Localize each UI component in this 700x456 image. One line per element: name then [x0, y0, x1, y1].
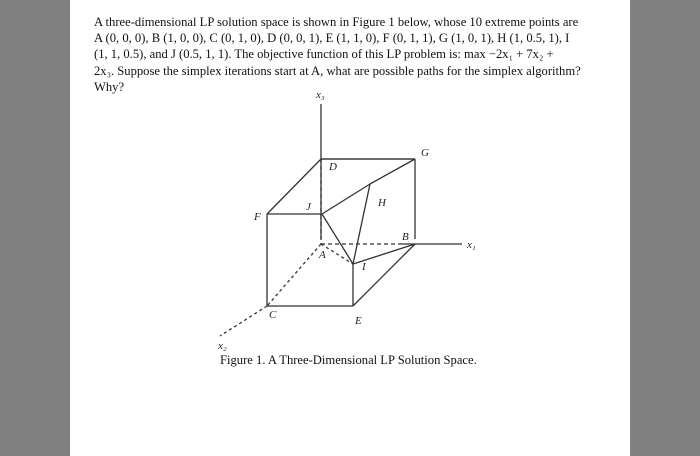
- question-line-5: Why?: [94, 79, 125, 94]
- lp-solution-space-figure: [70, 84, 630, 354]
- label-x2: x₂: [218, 340, 227, 352]
- edge-J-I: [322, 214, 353, 264]
- label-C: C: [269, 309, 277, 321]
- question-text: [94, 14, 614, 95]
- figure-caption: Figure 1. A Three-Dimensional LP Solution Space.: [220, 353, 477, 367]
- label-F: F: [254, 211, 261, 223]
- label-x1: x₁: [467, 239, 476, 251]
- question-line-4: 2x₃. Suppose the simplex iterations start at A, what are possible paths for the simplex algorithm?: [94, 63, 581, 78]
- question-line-1: A three-dimensional LP solution space is shown in Figure 1 below, whose 10 extreme points are: [94, 15, 579, 29]
- label-I: I: [362, 261, 366, 273]
- hidden-edge-A-C: [267, 244, 321, 306]
- label-J: J: [306, 201, 311, 213]
- label-A: A: [319, 249, 326, 261]
- edge-E-B: [353, 244, 415, 306]
- x2-axis: [220, 306, 267, 336]
- label-D: D: [329, 161, 337, 173]
- edge-F-top: [267, 159, 321, 214]
- edge-J-H: [322, 184, 370, 214]
- question-line-3: (1, 1, 0.5), and J (0.5, 1, 1). The objective function of this LP problem is: max −2x₁ + 7x₂ +: [94, 47, 554, 62]
- edge-H-I: [353, 184, 370, 264]
- question-line-2: A (0, 0, 0), B (1, 0, 0), C (0, 1, 0), D (0, 0, 1), E (1, 1, 0), F (0, 1, 1), G (1, 0, 1), H (1, 0.5, 1), I: [94, 31, 570, 46]
- label-B: B: [402, 231, 409, 243]
- label-x3: x₃: [316, 89, 325, 101]
- label-H: H: [378, 197, 386, 209]
- hidden-edge-A-I: [321, 244, 353, 264]
- edge-H-G: [370, 159, 415, 184]
- label-E: E: [355, 315, 362, 327]
- label-G: G: [421, 147, 429, 159]
- document-page: [70, 0, 630, 456]
